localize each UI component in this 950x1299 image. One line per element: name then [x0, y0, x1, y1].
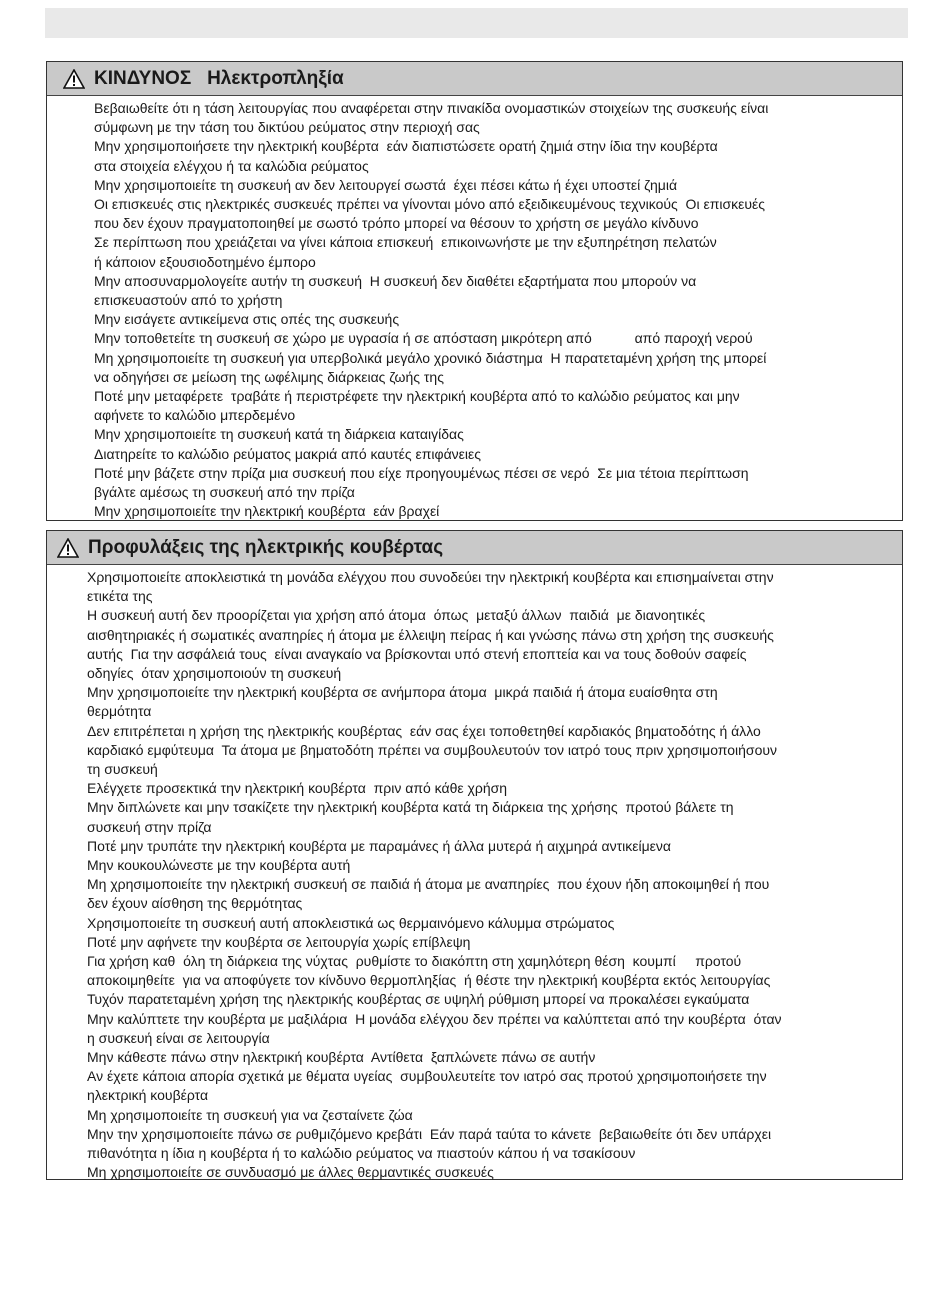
text-line: Μην χρησιμοποιείτε την ηλεκτρική κουβέρτα σε ανήμπορα άτομα μικρά παιδιά ή άτομα ευαίσθητα στη [87, 684, 718, 701]
text-line: Ποτέ μην βάζετε στην πρίζα μια συσκευή που είχε προηγουμένως πέσει σε νερό Σε μια τέτοια περίπτωση [94, 464, 749, 481]
text-line: Μην χρησιμοποιήσετε την ηλεκτρική κουβέρτα εάν διαπιστώσετε ορατή ζημιά στην ίδια την κουβέρτα [94, 138, 718, 155]
text-line: αισθητηριακές ή σωματικές αναπηρίες ή άτομα με έλλειψη πείρας ή και γνώσης πάνω στη χρήση της συσκευής [87, 626, 774, 643]
text-line: Μην τοποθετείτε τη συσκευή σε χώρο με υγρασία ή σε απόσταση μικρότερη από από παροχή νερού [94, 330, 753, 347]
section-header [47, 531, 902, 565]
text-line: Ποτέ μην μεταφέρετε τραβάτε ή περιστρέφετε την ηλεκτρική κουβέρτα από το καλώδιο ρεύματος και μην [94, 388, 740, 405]
text-line: πιθανότητα η ίδια η κουβέρτα ή το καλώδιο ρεύματος να πιαστούν κάπου ή να τσακίσουν [87, 1145, 636, 1162]
text-line: Μην κάθεστε πάνω στην ηλεκτρική κουβέρτα Αντίθετα ξαπλώνετε πάνω σε αυτήν [87, 1049, 596, 1066]
text-line: συσκευή στην πρίζα [87, 818, 212, 835]
text-line: Μην χρησιμοποιείτε τη συσκευή αν δεν λειτουργεί σωστά έχει πέσει κάτω ή έχει υποστεί ζημιά [94, 176, 678, 193]
text-line: Χρησιμοποιείτε τη συσκευή αυτή αποκλειστικά ως θερμαινόμενο κάλυμμα στρώματος [87, 914, 615, 931]
text-line: Τυχόν παρατεταμένη χρήση της ηλεκτρικής κουβέρτας σε υψηλή ρύθμιση μπορεί να προκαλέσει εγκαύματα [87, 991, 750, 1008]
text-line: Μη χρησιμοποιείτε τη συσκευή για υπερβολικά μεγάλο χρονικό διάστημα Η παρατεταμένη χρήση της μπορεί [94, 349, 767, 366]
text-line: Ποτέ μην τρυπάτε την ηλεκτρική κουβέρτα με παραμάνες ή άλλα μυτερά ή αιχμηρά αντικείμενα [87, 837, 671, 854]
text-line: Μην χρησιμοποιείτε τη συσκευή κατά τη διάρκεια καταιγίδας [94, 426, 464, 443]
danger-electric-shock-section [46, 61, 903, 521]
text-line: επισκευαστούν από το χρήστη [94, 292, 283, 309]
text-line: Οι επισκευές στις ηλεκτρικές συσκευές πρέπει να γίνονται μόνο από εξειδικευμένους τεχνικούς Οι επισκευές [94, 196, 765, 213]
text-line: θερμότητα [87, 703, 152, 720]
text-line: Μην κουκουλώνεστε με την κουβέρτα αυτή [87, 857, 351, 874]
text-line: Μη χρησιμοποιείτε την ηλεκτρική συσκευή σε παιδιά ή άτομα με αναπηρίες που έχουν ήδη αποκοιμηθεί ή που [87, 876, 770, 893]
text-line: Διατηρείτε το καλώδιο ρεύματος μακριά από καυτές επιφάνειες [94, 445, 482, 462]
blanket-precautions-section [46, 530, 903, 1180]
section-title: Προφυλάξεις της ηλεκτρικής κουβέρτας [88, 536, 444, 558]
text-line: Μη χρησιμοποιείτε σε συνδυασμό με άλλες θερμαντικές συσκευές [87, 1164, 494, 1181]
text-line: στα στοιχεία ελέγχου ή τα καλώδια ρεύματος [94, 157, 369, 174]
text-line: Χρησιμοποιείτε αποκλειστικά τη μονάδα ελέγχου που συνοδεύει την ηλεκτρική κουβέρτα και επισημαίνεται στην [87, 569, 774, 585]
text-line: Αν έχετε κάποια απορία σχετικά με θέματα υγείας συμβουλευτείτε τον ιατρό σας προτού χρησιμοποιήσετε την [87, 1068, 767, 1085]
text-line: Βεβαιωθείτε ότι η τάση λειτουργίας που αναφέρεται στην πινακίδα ονομαστικών στοιχείων της συσκευής είναι [94, 100, 769, 116]
text-line: Σε περίπτωση που χρειάζεται να γίνει κάποια επισκευή επικοινωνήστε με την εξυπηρέτηση πελατών [94, 234, 717, 251]
text-line: σύμφωνη με την τάση του δικτύου ρεύματος στην περιοχή σας [94, 119, 480, 136]
text-line: αφήνετε το καλώδιο μπερδεμένο [94, 407, 296, 424]
text-line: που δεν έχουν πραγματοποιηθεί με σωστό τρόπο μπορεί να θέσουν το χρήστη σε μεγάλο κίνδυνο [94, 215, 699, 232]
text-line: η συσκευή είναι σε λειτουργία [87, 1029, 270, 1046]
text-line: καρδιακό εμφύτευμα Τα άτομα με βηματοδότη πρέπει να συμβουλευτούν τον ιατρό τους πριν χρησιμοποιήσουν [87, 741, 778, 758]
text-line: Δεν επιτρέπεται η χρήση της ηλεκτρικής κουβέρτας εάν σας έχει τοποθετηθεί καρδιακός βηματοδότης ή άλλο [87, 722, 761, 739]
text-line: αποκοιμηθείτε για να αποφύγετε τον κίνδυνο θερμοπληξίας ή θέστε την ηλεκτρική κουβέρτα εκτός λειτουργίας [87, 972, 771, 989]
text-line: αυτής Για την ασφάλειά τους είναι αναγκαίο να βρίσκονται υπό στενή εποπτεία και να τους δοθούν σαφείς [87, 645, 747, 662]
text-line: Μην την χρησιμοποιείτε πάνω σε ρυθμιζόμενο κρεβάτι Εάν παρά ταύτα το κάνετε βεβαιωθείτε ότι δεν υπάρχει [87, 1125, 772, 1142]
text-line: βγάλτε αμέσως τη συσκευή από την πρίζα [94, 484, 355, 501]
text-line: οδηγίες όταν χρησιμοποιούν τη συσκευή [87, 665, 342, 682]
text-line: να οδηγήσει σε μείωση της ωφέλιμης διάρκειας ζωής της [94, 368, 444, 385]
text-line: ή κάποιον εξουσιοδοτημένο έμπορο [94, 253, 316, 270]
text-line: Μην αποσυναρμολογείτε αυτήν τη συσκευή Η συσκευή δεν διαθέτει εξαρτήματα που μπορούν να [94, 272, 697, 289]
text-line: Μην καλύπτετε την κουβέρτα με μαξιλάρια Η μονάδα ελέγχου δεν πρέπει να καλύπτεται από την κουβέρτα όταν [87, 1010, 782, 1027]
section-body [47, 565, 902, 1183]
top-gray-bar [45, 8, 908, 38]
text-line: Μην διπλώνετε και μην τσακίζετε την ηλεκτρική κουβέρτα κατά τη διάρκεια της χρήσης προτού βάλετε τη [87, 799, 734, 816]
text-line: Ελέγχετε προσεκτικά την ηλεκτρική κουβέρτα πριν από κάθε χρήση [87, 780, 508, 797]
text-line: Μην χρησιμοποιείτε την ηλεκτρική κουβέρτα εάν βραχεί [94, 503, 440, 520]
text-line: Ποτέ μην αφήνετε την κουβέρτα σε λειτουργία χωρίς επίβλεψη [87, 933, 471, 950]
section-body [47, 96, 902, 521]
warning-triangle-icon [57, 538, 79, 558]
section-title: ΚΙΝΔΥΝΟΣ Ηλεκτροπληξία [94, 67, 344, 89]
text-line: Μην εισάγετε αντικείμενα στις οπές της συσκευής [94, 311, 400, 328]
warning-triangle-icon [63, 69, 85, 89]
section-header [47, 62, 902, 96]
text-line: δεν έχουν αίσθηση της θερμότητας [87, 895, 303, 912]
text-line: Για χρήση καθ όλη τη διάρκεια της νύχτας ρυθμίστε το διακόπτη στη χαμηλότερη θέση κουμπί προτού [87, 953, 742, 970]
text-line: Η συσκευή αυτή δεν προορίζεται για χρήση από άτομα όπως μεταξύ άλλων παιδιά με διανοητικές [87, 607, 706, 624]
text-line: τη συσκευή [87, 761, 158, 778]
text-line: ηλεκτρική κουβέρτα [87, 1087, 209, 1104]
text-line: Μη χρησιμοποιείτε τη συσκευή για να ζεσταίνετε ζώα [87, 1106, 413, 1123]
text-line: ετικέτα της [87, 588, 153, 605]
